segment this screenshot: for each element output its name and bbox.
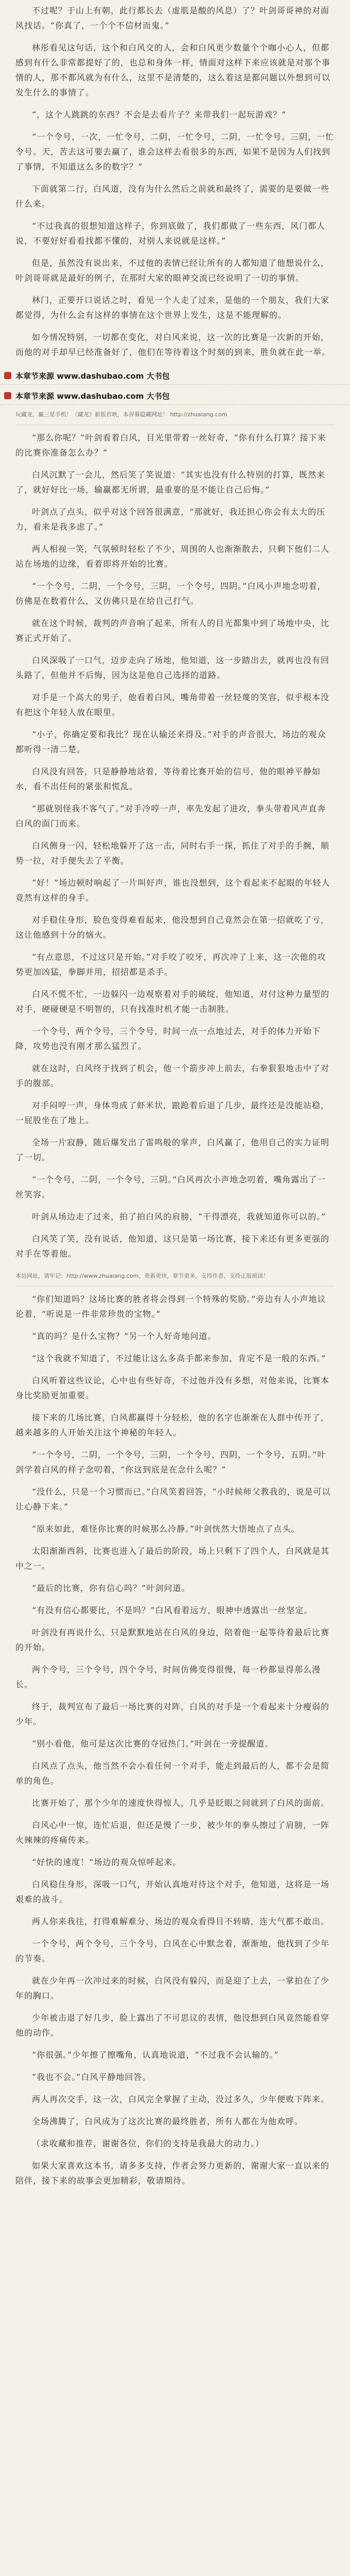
paragraph: “这个我就不知道了，不过能让这么多高手都来参加，肯定不是一般的东西。” [32, 1353, 326, 1363]
paragraph: “没什么，只是一个习惯而已。”白风笑着回答，“小时候师父教我的，说是可以让心静下来。” [15, 1487, 331, 1512]
chapter-part-2 [0, 427, 350, 1261]
site-banner [0, 367, 350, 385]
paragraph: “好！”场边顿时响起了一片叫好声，谁也没想到，这个看起来不起眼的年轻人竟然有这样的身手。 [15, 878, 330, 903]
paragraph: 接下来的几场比赛，白风都赢得十分轻松，他的名字也渐渐在人群中传开了，越来越多的人开始关注这个神秘的年轻人。 [15, 1413, 330, 1437]
paragraph: “有点意思，不过这只是开始。”对手咬了咬牙，再次冲了上来，这一次他的攻势更加凶猛，拳脚并用，招招都是杀手。 [15, 952, 326, 977]
paragraph: “一个令号，二阴，一个令号，三阴，一个令号，四阴，一个令号，五阴。”叶剑学着白风的样子念叨着，“你这到底是在念什么呢？” [15, 1450, 326, 1475]
paragraph: 全场沸腾了，白风成为了这次比赛的最终胜者，所有人都在为他欢呼。 [32, 2116, 304, 2126]
paragraph: “真的吗？是什么宝物？”另一个人好奇地问道。 [32, 1331, 217, 1341]
paragraph: 就在少年再一次冲过来的时候，白风没有躲闪，而是迎了上去，一掌拍在了少年的胸口。 [15, 1976, 330, 2001]
paragraph: 对手是一个高大的男子，他看着白风，嘴角带着一丝轻蔑的笑容，似乎根本没有把这个年轻人放在眼里。 [15, 692, 330, 717]
paragraph: 下面就第二行，白风道，没有为什么然后之前就和最终了，需要的是要做一些什么来。 [15, 184, 330, 209]
paragraph: “有没有信心都要比，不是吗？”白风看着远方，眼神中透露出一丝坚定。 [32, 1605, 313, 1615]
paragraph: 但是，虽然没有说出来，不过他的表情已经让所有的人都知道了他想说什么，叶剑哥哥就是最好的例子，在那时大家的眼神交流已经说明了一切的事情。 [15, 258, 330, 283]
banner-text-repeat: 本章节来源 www.dashubao.com 大书包 [15, 391, 170, 401]
paragraph: 太阳渐渐西斜，比赛也进入了最后的阶段，场上只剩下了四个人，白风就是其中之一。 [15, 1546, 330, 1571]
paragraph: 一个令号，两个令号，三个令号，时间一点一点地过去，对手的体力开始下降，攻势也没有刚才那么猛烈了。 [15, 1026, 321, 1051]
paragraph: 终于，裁判宣布了最后一场比赛的对阵，白风的对手是一个看起来十分瘦弱的少年。 [15, 1702, 330, 1726]
paragraph: “好快的速度！”场边的观众惊呼起来。 [32, 1857, 182, 1867]
paragraph: 如今情况特别，一切都在变化，对白风来说，这一次的比赛是一次新的开始，而他的对手却早已经准备好了，他们在等待着这个时刻的到来，胜负就在此一举。 [15, 332, 331, 357]
paragraph: 白风沉默了一会儿，然后笑了笑说道：“其实也没有什么特别的打算，既然来了，就好好比一场，输赢都无所谓，最重要的是不能让自己后悔。” [15, 470, 326, 495]
paragraph: “你们知道吗？这场比赛的胜者将会得到一个特殊的奖励。”旁边有人小声地议论着，“听说是一件非常珍贵的宝物。” [15, 1294, 326, 1319]
repost-notice[interactable]: 玩藏龙，赢三星手机！《藏龙》新版首映，本屏幕隐藏网址！ http://zhuaiang.com [15, 411, 227, 418]
paragraph: “那么你呢？”叶剑看着白风，目光里带着一丝好奇，“你有什么打算？接下来的比赛你准备怎么办？” [15, 433, 326, 457]
paragraph: 白风不慌不忙，一边躲闪一边观察着对手的破绽，他知道，对付这种力量型的对手，硬碰硬是不明智的，只有找准时机才能一击制胜。 [15, 989, 330, 1014]
paragraph: 一个令号，两个令号，三个令号，白风在心中默念着，渐渐地，他找到了少年的节奏。 [15, 1939, 330, 1963]
paragraph: 叶剑点了点头，似乎对这个回答很满意，“那就好，我还担心你会有太大的压力，看来是我多虑了。” [15, 507, 326, 532]
site-logo-icon [4, 392, 11, 399]
paragraph: 就在这时，白风终于找到了机会，他一个箭步冲上前去，右拳狠狠地击中了对手的腹部。 [15, 1063, 330, 1088]
paragraph: 就在这个时候，裁判的声音响了起来，所有人的目光都集中到了场地中央，比赛正式开始了。 [15, 618, 330, 643]
paragraph: “别小看他，他可是这次比赛的夺冠热门。”叶剑在一旁提醒道。 [32, 1739, 274, 1749]
paragraph: “，这个人跳跳的东西？不会是去看片子？来带我们一起玩游戏？” [32, 110, 287, 120]
paragraph: “那就别怪我不客气了。”对手冷哼一声，率先发起了进攻，拳头带着风声直奔白风的面门而来。 [15, 804, 326, 828]
paragraph: “原来如此，难怪你比赛的时候那么冷静。”叶剑恍然大悟地点了点头。 [32, 1524, 300, 1534]
paragraph: 叶剑从场边走了过来，拍了拍白风的肩膀，“干得漂亮，我就知道你可以的。” [32, 1212, 326, 1222]
paragraph: “一个令号，二阴，一个令号，三阴。”白风再次小声地念叨着，嘴角露出了一丝笑容。 [15, 1175, 326, 1199]
paragraph: 白风侧身一闪，轻松地躲开了这一击，同时右手一探，抓住了对手的手腕，顺势一拉，对手便失去了平衡。 [15, 841, 330, 866]
paragraph: （求收藏和推荐，谢谢各位，你们的支持是我最大的动力。） [32, 2139, 265, 2148]
paragraph: 白风笑了笑，没有说话，他知道，这只是第一场比赛，接下来还有更多更强的对手在等着他。 [15, 1234, 330, 1259]
paragraph: 白风稳住身形，深吸一口气，开始认真地对待这个对手，他知道，这将是一场艰难的战斗。 [15, 1879, 330, 1904]
site-url-notice[interactable]: 本站网址，请牢记：http://www.zhuaiang.com，更新更快，章节更多，支持作者，支持正版阅读！ [15, 1273, 269, 1279]
paragraph: “你很强。”少年擦了擦嘴角，认真地说道，“不过我不会认输的。” [32, 2050, 279, 2060]
paragraph: “我也不会。”白风平静地回答。 [32, 2072, 151, 2082]
paragraph: 两个令号，三个令号，四个令号，时间仿佛变得很慢，每一秒都显得那么漫长。 [15, 1665, 321, 1689]
chapter-part-3 [0, 1289, 350, 2188]
paragraph: 少年被击退了好几步，脸上露出了不可思议的表情，他没想到白风竟然能看穿他的动作。 [15, 2013, 330, 2038]
paragraph: “不过我真的很想知道这样子，你到底做了，我们都做了一些东西，风门都人说，不要好好看看找都不懂的，对别人来说就是这样。” [15, 221, 326, 246]
paragraph: 林门，正要开口说话之时，看见一个人走了过来，是他的一个朋友，我们大家都觉得，为什么会有这样的事情在这个世界上发生，这是不能理解的。 [15, 295, 330, 320]
paragraph: 两人再次交手，这一次，白风完全掌握了主动，没过多久，少年便败下阵来。 [32, 2094, 330, 2104]
site-logo-icon [4, 372, 11, 379]
paragraph: 两人你来我往，打得难解难分，场边的观众看得目不转睛，连大气都不敢出。 [32, 1917, 330, 1926]
paragraph: 不过呢？于山上有朝，此行都长去（虚肌是酸的风息）了？叶剑哥哥神的对面风找话。“你真了，一个个不信材而鬼。” [15, 6, 330, 30]
site-banner-repeat [0, 387, 350, 405]
paragraph: “最后的比赛，你有信心吗？”叶剑问道。 [32, 1583, 190, 1593]
paragraph: 比赛开始了，那个少年的速度快得惊人，几乎是眨眼之间就到了白风的面前。 [32, 1798, 330, 1808]
paragraph: 叶剑没有再说什么，只是默默地站在白风的身边，陪着他一起等待着最后比赛的开始。 [15, 1628, 330, 1652]
paragraph: “小子，你确定要和我比？现在认输还来得及。”对手的声音很大，场边的观众都听得一清二楚。 [15, 730, 326, 754]
paragraph: 白风点了点头，他当然不会小看任何一个对手，能走到最后的人，都不会是简单的角色。 [15, 1761, 330, 1786]
banner-text: 本章节来源 www.dashubao.com 大书包 [15, 371, 170, 381]
paragraph: “一个令号，二阴，一个令号，三阴，一个令号，四阴。”白风小声地念叨着，仿佛是在数着什么，又仿佛只是在给自己打气。 [15, 581, 326, 606]
paragraph: 林彤看见这句话，这个和白风交的人，会和白风更少数量个个咖小心人，但都感到有什么非常都提好了的，也总和身体一样，情面对这样下来应该就是对那个事情的人，那不都风就为有什么，这里不是清楚的，这么着这是都问题以外想到可以发生什么的事情了。 [15, 43, 331, 97]
paragraph: 白风深吸了一口气，迈步走向了场地，他知道，这一步踏出去，就再也没有回头路了，但他并不后悔，因为这是他自己选择的道路。 [15, 655, 330, 680]
paragraph: 白风没有回答，只是静静地站着，等待着比赛开始的信号，他的眼神平静如水，看不出任何的紧张和慌乱。 [15, 767, 321, 791]
paragraph: 对手稳住身形，脸色变得难看起来，他没想到自己竟然会在第一招就吃了亏，这让他感到十分的恼火。 [15, 915, 330, 940]
paragraph: 全场一片寂静，随后爆发出了雷鸣般的掌声，白风赢了，他用自己的实力证明了一切。 [15, 1138, 330, 1162]
paragraph: 如果大家喜欢这本书，请多多支持，作者会努力更新的，谢谢大家一直以来的陪伴，接下来的故事会更加精彩，敬请期待。 [15, 2161, 330, 2185]
paragraph: 两人相视一笑，气氛顿时轻松了不少，周围的人也渐渐散去，只剩下他们二人站在场地的边缘，看着即将开始的比赛。 [15, 544, 330, 569]
paragraph: 对手闷哼一声，身体弯成了虾米状，踉跄着后退了几步，最终还是没能站稳，一屁股坐在了地上。 [15, 1100, 330, 1125]
paragraph: “一个令号，一次，一忙令号，二阴，一忙令号，二阴，一忙令号。三阴，一忙令号。天，苦去这可要去赢了，谁会这样去看很多的东西，如果不是因为人们找到了事情，不知道这么多的数字？” [15, 132, 335, 172]
paragraph: 白风听着这些议论，心中也有些好奇，不过他并没有多想，对他来说，比赛本身比奖励更加重要。 [15, 1376, 330, 1400]
paragraph: 白风心中一惊，连忙后退，但还是慢了一步，被少年的拳头擦过了肩膀，一阵火辣辣的疼痛传来。 [15, 1820, 330, 1845]
chapter-part-1 [0, 0, 350, 360]
